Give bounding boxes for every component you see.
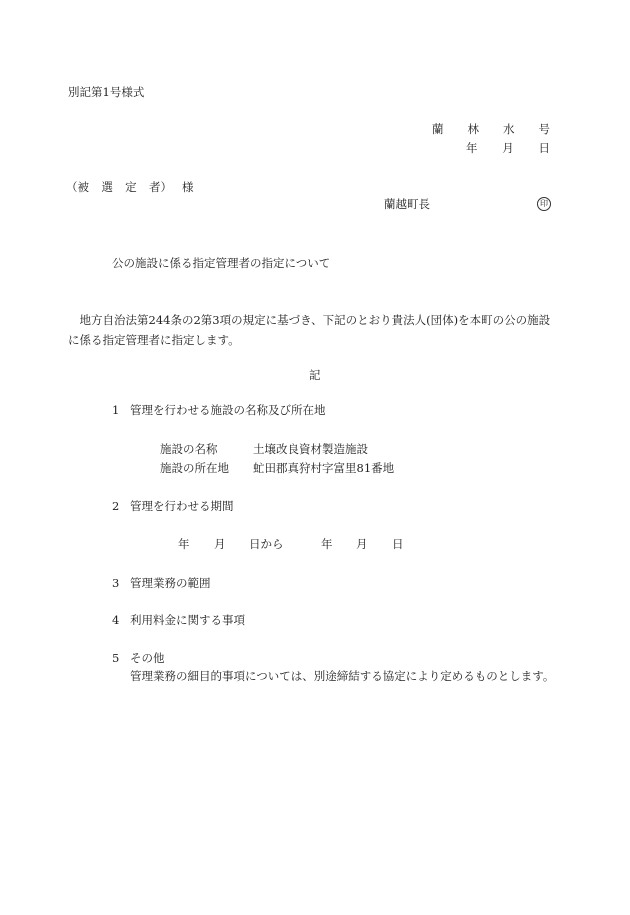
addressee-part: 定	[125, 180, 137, 194]
item-number: 5	[112, 651, 120, 665]
period-part: 年	[321, 537, 333, 551]
facility-location-label: 施設の所在地	[160, 461, 229, 475]
form-label: 別記第1号様式	[68, 85, 145, 99]
seal-mark	[537, 197, 551, 211]
addressee-part: （被	[66, 180, 89, 194]
doc-number-part: 林	[467, 122, 479, 136]
addressee	[66, 182, 172, 194]
item-number: 3	[112, 576, 120, 590]
date-month: 月	[502, 141, 514, 155]
item-number: 4	[112, 613, 120, 627]
date-day: 日	[538, 141, 550, 155]
period-part: 月	[214, 537, 226, 551]
item-title: 管理業務の範囲	[130, 576, 211, 590]
item-number: 2	[112, 499, 120, 513]
seal-icon: 印	[537, 197, 551, 211]
period-part: 日	[392, 537, 404, 551]
item-title: 管理を行わせる期間	[130, 499, 234, 513]
body-paragraph: 地方自治法第244条の2第3項の規定に基づき、下記のとおり貴法人(団体)を本町の公の施設に係る指定管理者に指定します。	[68, 313, 551, 347]
other-text: 管理業務の細目的事項については、別途締結する協定により定めるものとします。	[130, 669, 555, 683]
addressee-honorific: 様	[182, 180, 194, 194]
subject-title: 公の施設に係る指定管理者の指定について	[112, 256, 331, 270]
addressee-part: 選	[101, 180, 113, 194]
item-title: 利用料金に関する事項	[130, 613, 245, 627]
facility-location-value: 虻田郡真狩村字富里81番地	[253, 461, 395, 475]
item-title: 管理を行わせる施設の名称及び所在地	[130, 403, 326, 417]
item-title: その他	[130, 651, 165, 665]
doc-number-part: 水	[503, 122, 515, 136]
doc-number-part: 号	[538, 122, 550, 136]
facility-name-value: 土壌改良資材製造施設	[253, 442, 368, 456]
period-part: 月	[356, 537, 368, 551]
period-part: 日から	[249, 537, 284, 551]
doc-number-part: 蘭	[432, 122, 444, 136]
facility-name-label: 施設の名称	[160, 442, 218, 456]
ki-heading: 記	[309, 368, 321, 382]
issuer-name: 蘭越町長	[384, 197, 430, 211]
period-part: 年	[178, 537, 190, 551]
document-number	[432, 124, 550, 136]
date-year: 年	[466, 141, 478, 155]
addressee-part: 者）	[148, 180, 172, 194]
item-number: 1	[112, 403, 120, 417]
date-line	[466, 143, 550, 155]
